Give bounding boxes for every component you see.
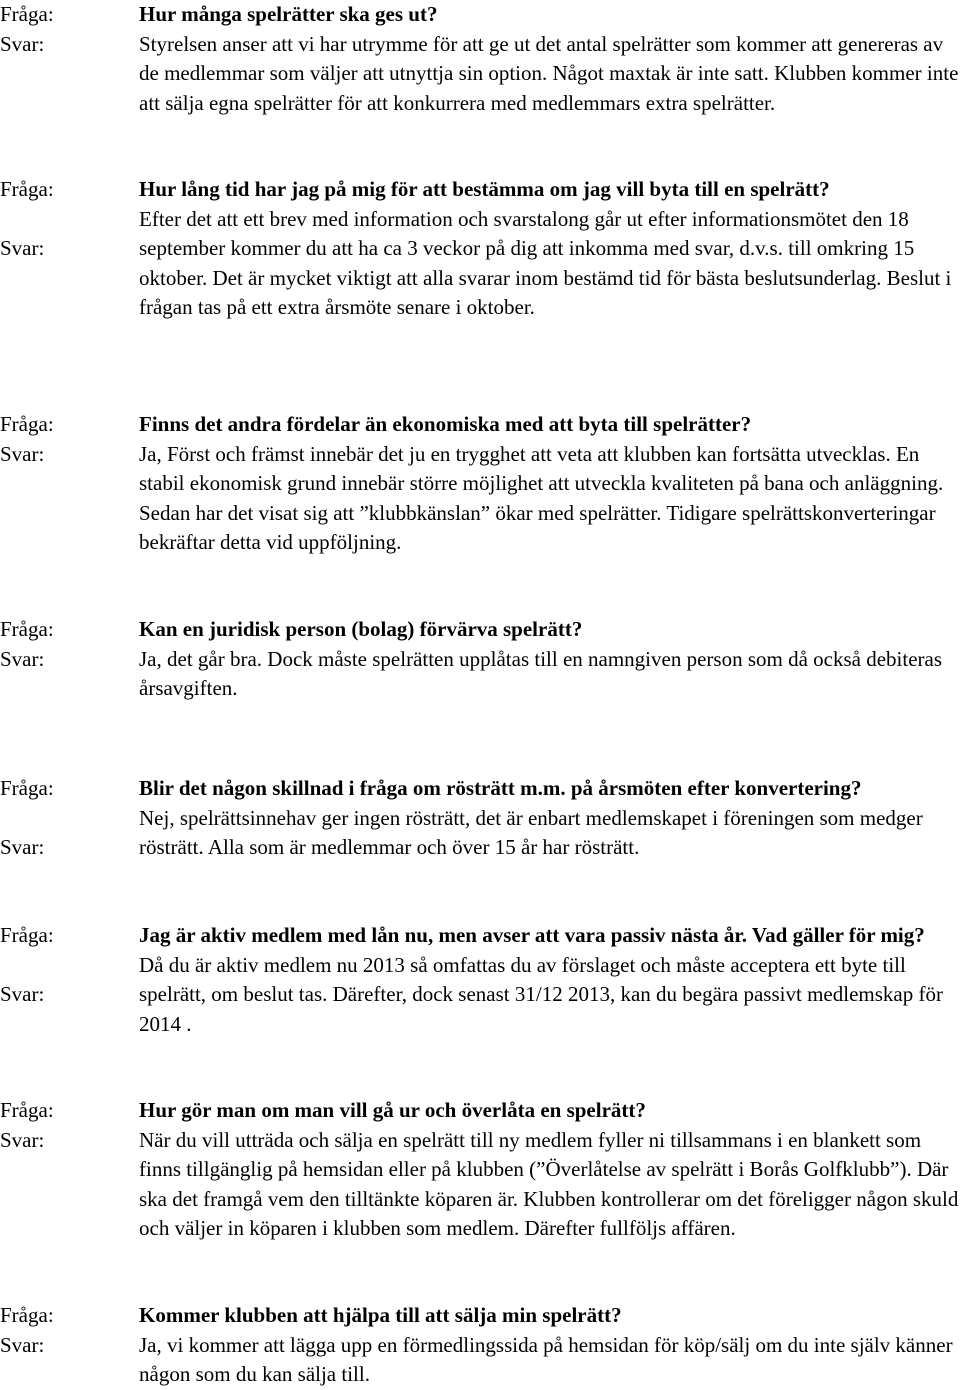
answer-label: Svar: [0,236,45,260]
answer-label: Svar: [0,835,45,859]
answer-label: Svar: [0,982,45,1006]
answer-text: Ja, det går bra. Dock måste spelrätten upplåtas till en namngiven person som då också debiteras årsavgiften. [139,646,943,700]
answer-text: Ja, vi kommer att lägga upp en förmedlingssida på hemsidan för köp/sälj om du inte själv känner någon som du kan sälja till. [139,1332,953,1386]
answer-label: Svar: [0,1332,45,1357]
question-label: Fråga: [0,776,54,800]
answer-text: Nej, spelrättsinnehav ger ingen rösträtt, det är enbart medlemskapet i föreningen som medger rösträtt. Alla som är medlemmar och över 15 år har rösträtt. [139,805,923,859]
question-text: Hur många spelrätter ska ges ut? [139,2,438,26]
answer-text: Då du är aktiv medlem nu 2013 så omfattas du av förslaget och måste acceptera ett byte till spelrätt, om beslut tas. Därefter, dock senast 31/12 2013, kan du begära passivt medlemskap för 2014 . [139,952,943,1036]
answer-text: När du vill utträda och sälja en spelrätt till ny medlem fyller ni tillsammans i en blankett som finns tillgänglig på hemsidan eller på klubben (”Överlåtelse av spelrätt i Borås Golfklubb”). Där ska det framgå vem den tilltänkte köparen är. Klubben kontrollerar om det föreligger någon skuld och väljer in köparen i klubben som medlem. Därefter fullföljs affären. [139,1127,959,1240]
question-text: Kan en juridisk person (bolag) förvärva spelrätt? [139,617,583,641]
question-text: Blir det någon skillnad i fråga om rösträtt m.m. på årsmöten efter konvertering? [139,776,862,800]
question-text: Finns det andra fördelar än ekonomiska med att byta till spelrätter? [139,412,752,436]
question-text: Jag är aktiv medlem med lån nu, men avser att vara passiv nästa år. Vad gäller för mig? [139,923,925,947]
question-label: Fråga: [0,412,54,436]
answer-text: Efter det att ett brev med information och svarstalong går ut efter informationsmötet den 18 september kommer du att ha ca 3 veckor på dig att inkomma med svar, d.v.s. till omkring 15 oktober. Det är mycket viktigt att alla svarar inom bestämd tid för bästa beslutsunderlag. Beslut i frågan tas på ett extra årsmöte senare i oktober. [139,206,952,319]
question-label: Fråga: [0,1098,54,1122]
answer-label: Svar: [0,1127,45,1152]
question-text: Hur lång tid har jag på mig för att bestämma om jag vill byta till en spelrätt? [139,177,830,201]
question-text: Kommer klubben att hjälpa till att sälja min spelrätt? [139,1303,622,1327]
question-label: Fråga: [0,923,54,947]
question-label: Fråga: [0,177,54,201]
answer-label: Svar: [0,441,45,466]
question-label: Fråga: [0,617,54,641]
question-label: Fråga: [0,1303,54,1327]
question-label: Fråga: [0,2,54,26]
answer-text: Ja, Först och främst innebär det ju en trygghet att veta att klubben kan fortsätta utvecklas. En stabil ekonomisk grund innebär större möjlighet att utveckla kvaliteten på bana och anläggning. Sedan har det visat sig att ”klubbkänslan” ökar med spelrätter. Tidigare spelrättskonverteringar bekräftar detta vid uppföljning. [139,441,944,554]
answer-label: Svar: [0,31,45,56]
answer-label: Svar: [0,646,45,671]
question-text: Hur gör man om man vill gå ur och överlåta en spelrätt? [139,1098,646,1122]
answer-text: Styrelsen anser att vi har utrymme för att ge ut det antal spelrätter som kommer att genereras av de medlemmar som väljer att utnyttja sin option. Något maxtak är inte satt. Klubben kommer inte att sälja egna spelrätter för att konkurrera med medlemmars extra spelrätter. [139,31,959,115]
